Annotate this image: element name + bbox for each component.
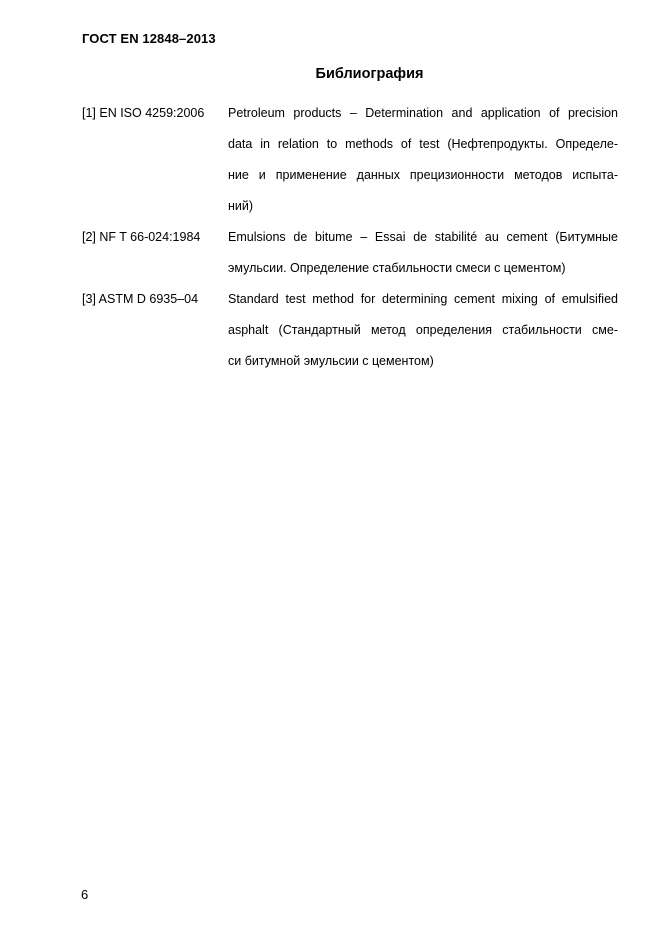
bibliography-line: эмульсии. Определение стабильности смеси с цементом) (228, 261, 566, 275)
bibliography-line: си битумной эмульсии с цементом) (228, 354, 434, 368)
section-title: Библиография (315, 66, 424, 82)
bibliography-text (228, 284, 618, 377)
bibliography-line: ний) (228, 199, 254, 213)
bibliography-ref: [3] ASTM D 6935–04 (82, 292, 199, 306)
bibliography-entry (82, 98, 618, 222)
bibliography-entry (82, 284, 618, 377)
bibliography-line: Standard test method for determining cement mixing of emulsified (228, 292, 618, 306)
bibliography-line: asphalt (Стандартный метод определения стабильности сме- (228, 323, 618, 337)
page-number: 6 (81, 887, 89, 902)
bibliography-entry (82, 222, 618, 284)
bibliography-line: ние и применение данных прецизионности методов испыта- (228, 168, 618, 182)
bibliography-ref: [2] NF T 66-024:1984 (82, 230, 201, 244)
bibliography-line: data in relation to methods of test (Нефтепродукты. Определе- (228, 137, 618, 151)
bibliography-ref: [1] EN ISO 4259:2006 (82, 106, 205, 120)
bibliography-list (82, 98, 618, 377)
bibliography-line: Petroleum products – Determination and application of precision (228, 106, 618, 120)
bibliography-line: Emulsions de bitume – Essai de stabilité au cement (Битумные (228, 230, 618, 244)
bibliography-text (228, 98, 618, 222)
bibliography-text (228, 222, 618, 284)
document-code: ГОСТ EN 12848–2013 (82, 31, 216, 46)
